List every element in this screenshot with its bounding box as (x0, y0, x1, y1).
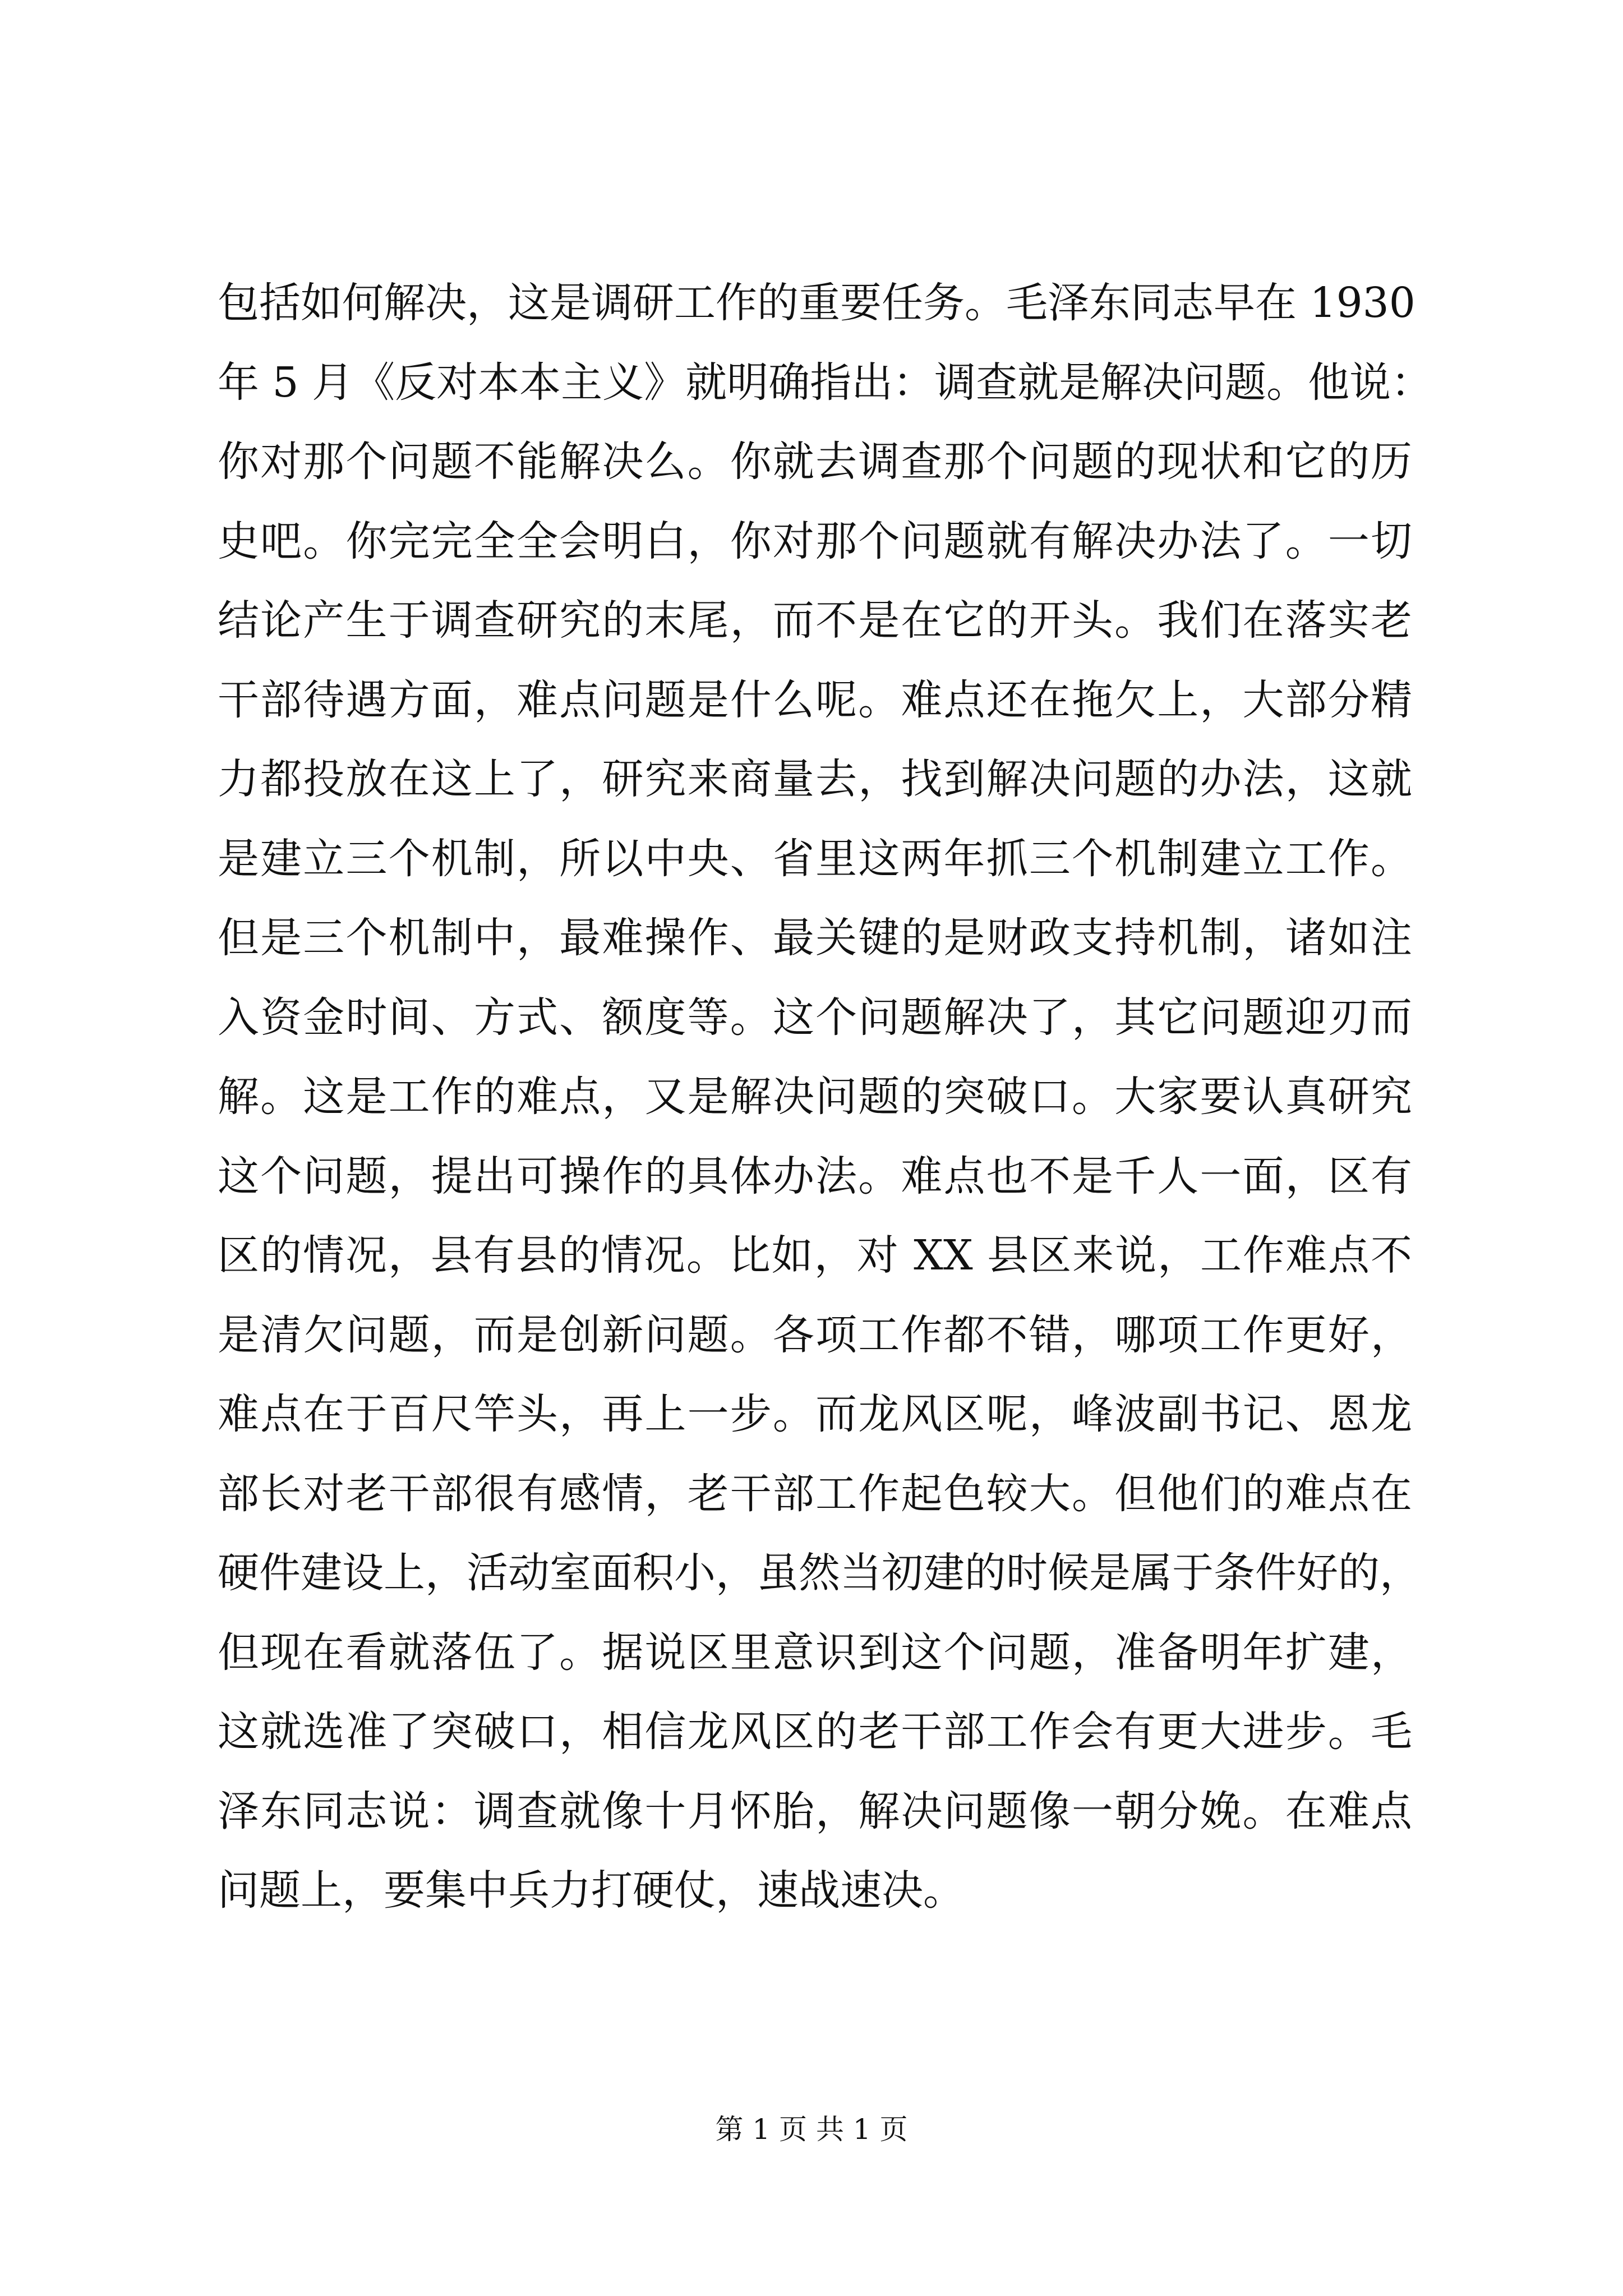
text-line: 入资金时间、方式、额度等。这个问题解决了，其它问题迎刃而 (218, 993, 1412, 1042)
text-line: 你对那个问题不能解决么。你就去调查那个问题的现状和它的历 (218, 438, 1412, 486)
text-line: 是建立三个机制，所以中央、省里这两年抓三个机制建立工作。 (218, 834, 1412, 883)
text-line: 问题上，要集中兵力打硬仗，速战速决。 (218, 1866, 965, 1915)
text-line: 解。这是工作的难点，又是解决问题的突破口。大家要认真研究 (218, 1073, 1412, 1121)
text-line: 这就选准了突破口，相信龙风区的老干部工作会有更大进步。毛 (218, 1708, 1412, 1756)
text-line: 包括如何解决，这是调研工作的重要任务。毛泽东同志早在 1930 (218, 279, 1415, 327)
text-line: 力都投放在这上了，研究来商量去，找到解决问题的办法，这就 (218, 755, 1412, 803)
text-line: 是清欠问题，而是创新问题。各项工作都不错，哪项工作更好， (218, 1310, 1412, 1359)
text-line: 结论产生于调查研究的末尾，而不是在它的开头。我们在落实老 (218, 596, 1412, 645)
text-line: 但现在看就落伍了。据说区里意识到这个问题，准备明年扩建， (218, 1628, 1412, 1677)
text-line: 泽东同志说：调查就像十月怀胎，解决问题像一朝分娩。在难点 (218, 1787, 1412, 1835)
body-paragraph (218, 264, 1433, 1931)
text-line: 难点在于百尺竿头，再上一步。而龙风区呢，峰波副书记、恩龙 (218, 1390, 1412, 1438)
text-line: 这个问题，提出可操作的具体办法。难点也不是千人一面，区有 (218, 1152, 1412, 1200)
text-line: 区的情况，县有县的情况。比如，对 XX 县区来说，工作难点不 (218, 1231, 1412, 1280)
text-line: 史吧。你完完全全会明白，你对那个问题就有解决办法了。一切 (218, 517, 1412, 565)
text-line: 但是三个机制中，最难操作、最关键的是财政支持机制，诸如注 (218, 914, 1412, 962)
text-line: 年 5 月《反对本本主义》就明确指出：调查就是解决问题。他说： (218, 358, 1433, 407)
text-line: 部长对老干部很有感情，老干部工作起色较大。但他们的难点在 (218, 1469, 1412, 1518)
text-line: 干部待遇方面，难点问题是什么呢。难点还在拖欠上，大部分精 (218, 675, 1412, 724)
page-number-footer: 第 1 页 共 1 页 (715, 2113, 908, 2146)
text-line: 硬件建设上，活动室面积小，虽然当初建的时候是属于条件好的， (218, 1549, 1421, 1597)
